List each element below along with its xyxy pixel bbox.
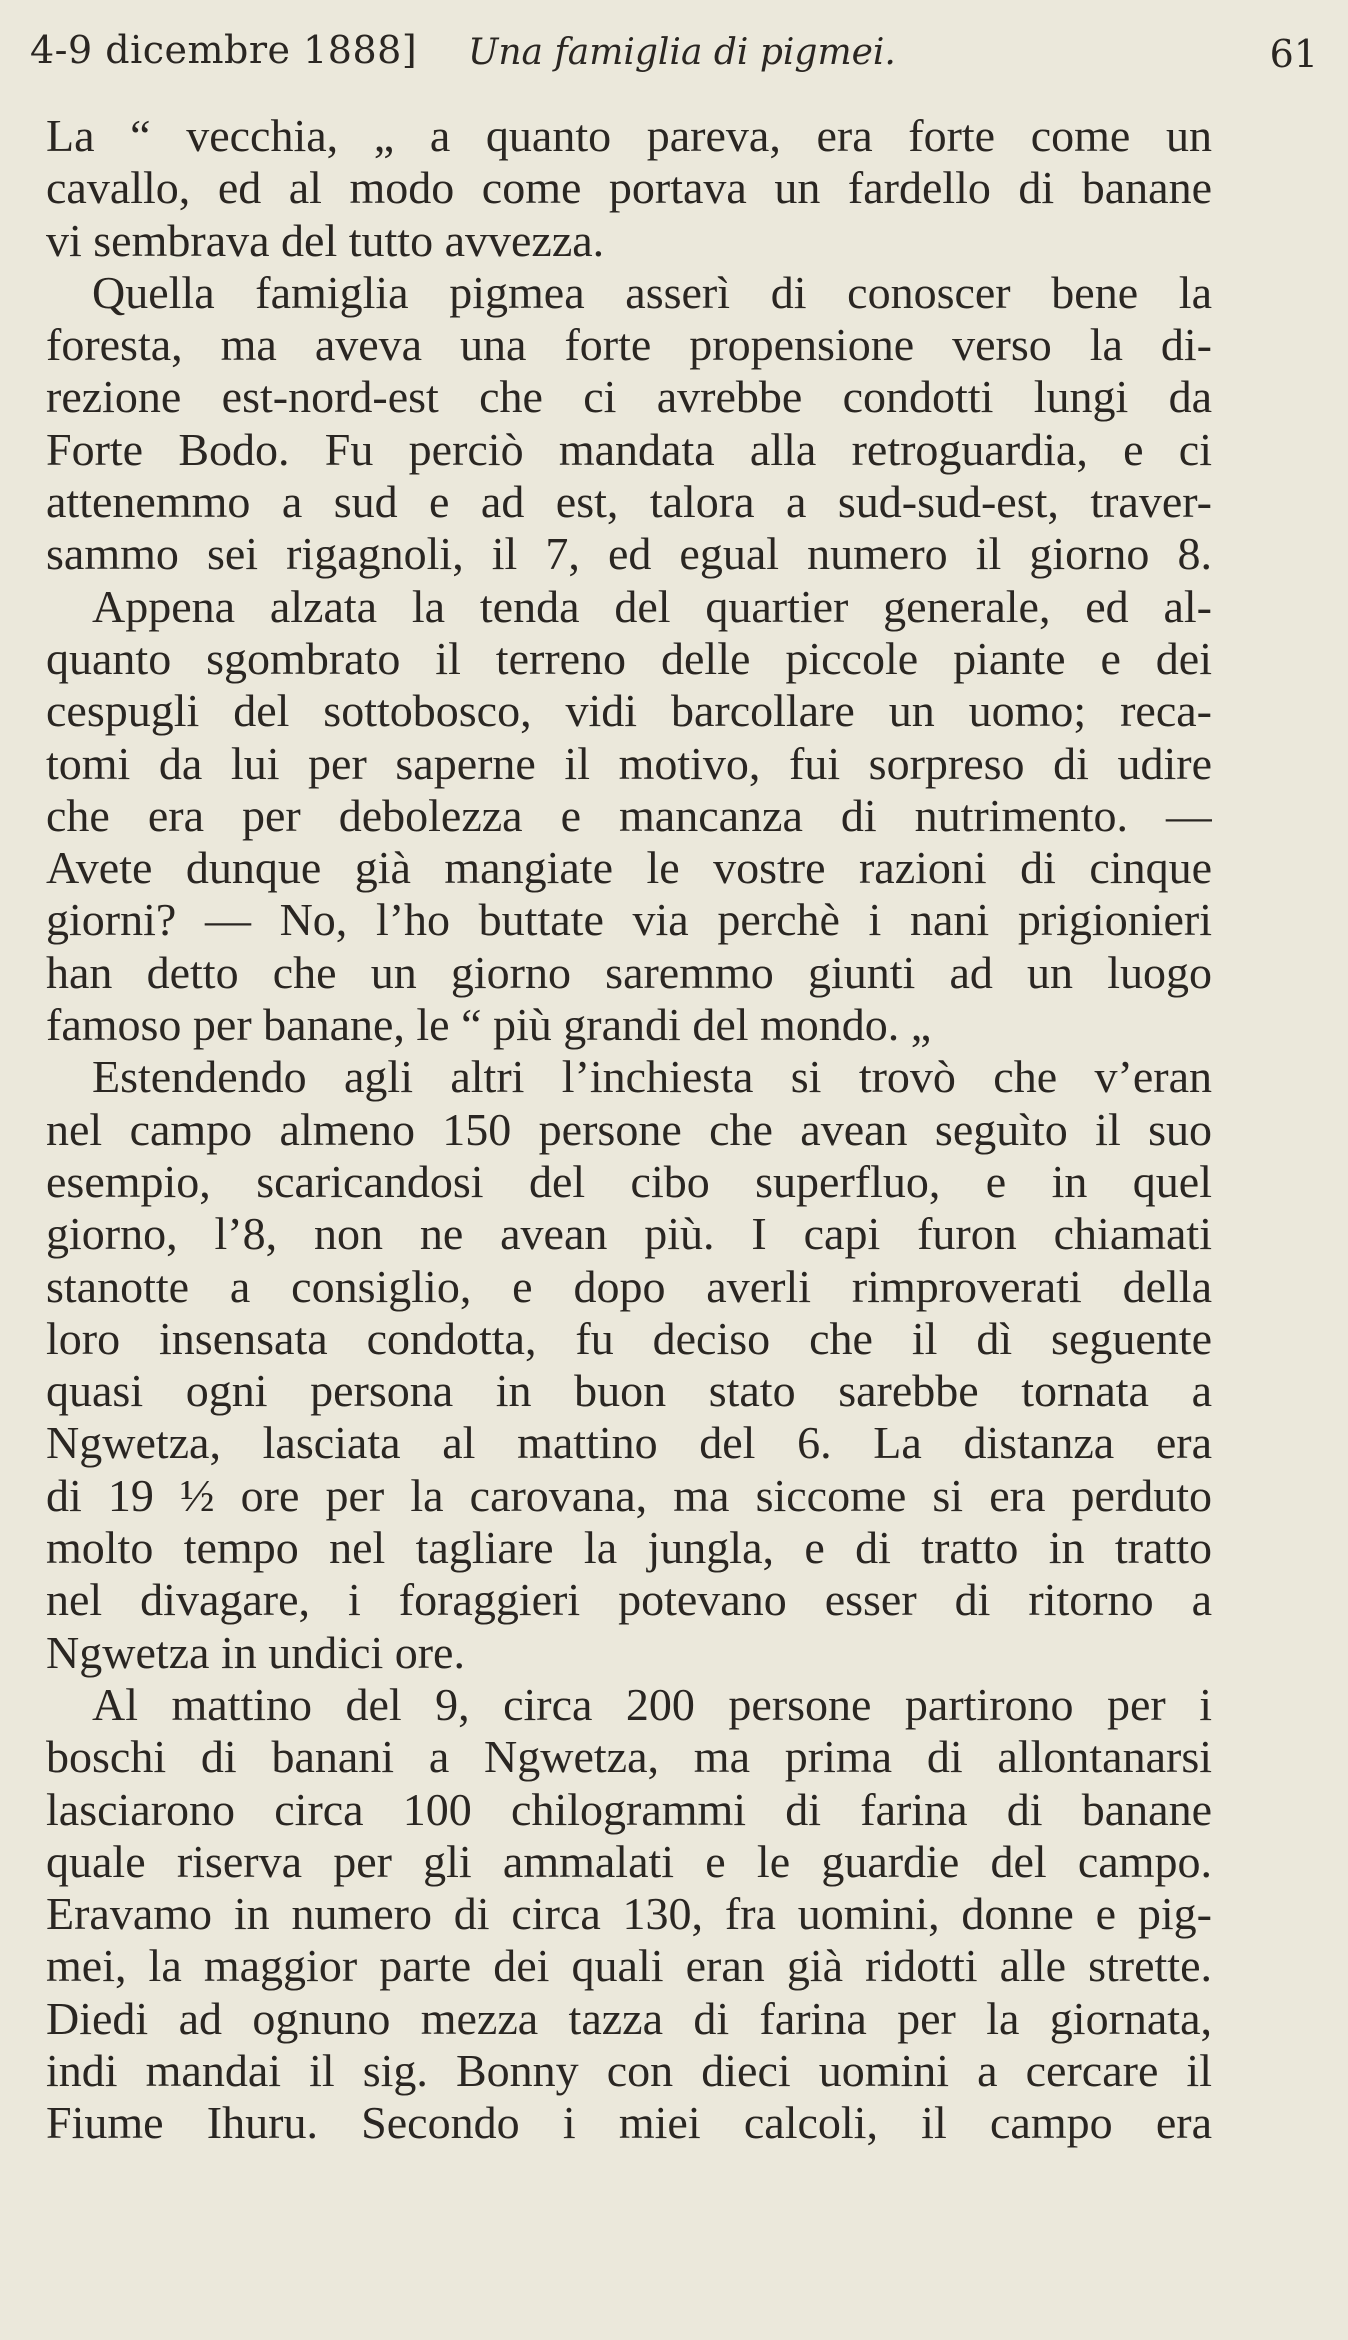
text-line: che era per debolezza e mancanza di nutrimento. — — [46, 789, 1212, 841]
text-line: nel divagare, i foraggieri potevano esser di ritorno a — [46, 1574, 1212, 1626]
text-line: rezione est-nord-est che ci avrebbe condotti lungi da — [46, 371, 1212, 423]
text-line: vi sembrava del tutto avvezza. — [46, 214, 605, 266]
text-line: nel campo almeno 150 persone che avean seguìto il suo — [46, 1103, 1212, 1155]
text-line: quale riserva per gli ammalati e le guardie del campo. — [46, 1835, 1212, 1887]
text-line: mei, la maggior parte dei quali eran già ridotti alle strette. — [46, 1940, 1212, 1992]
text-line: Fiume Ihuru. Secondo i miei calcoli, il campo era — [46, 2097, 1212, 2149]
text-line: lasciarono circa 100 chilogrammi di farina di banane — [46, 1783, 1212, 1835]
text-line: La “ vecchia, „ a quanto pareva, era forte come un — [46, 110, 1212, 161]
text-line: tomi da lui per saperne il motivo, fui sorpreso di udire — [46, 737, 1212, 789]
text-line: foresta, ma aveva una forte propensione verso la di- — [46, 319, 1212, 371]
text-line: loro insensata condotta, fu deciso che il dì seguente — [46, 1312, 1212, 1364]
text-line: cespugli del sottobosco, vidi barcollare un uomo; reca- — [46, 685, 1212, 737]
text-line: Al mattino del 9, circa 200 persone partirono per i — [92, 1678, 1212, 1730]
text-line: quanto sgombrato il terreno delle piccole piante e dei — [46, 632, 1212, 684]
text-line: Estendendo agli altri l’inchiesta si trovò che v’eran — [92, 1051, 1212, 1103]
header-chapter-title: Una famiglia di pigmei. — [468, 32, 896, 73]
text-line: cavallo, ed al modo come portava un fardello di banane — [46, 162, 1212, 214]
text-line: Appena alzata la tenda del quartier generale, ed al- — [92, 580, 1212, 632]
text-line: Ngwetza, lasciata al mattino del 6. La distanza era — [46, 1417, 1212, 1469]
text-line: Diedi ad ognuno mezza tazza di farina per la giornata, — [46, 1992, 1212, 2044]
text-line: Forte Bodo. Fu perciò mandata alla retroguardia, e ci — [46, 423, 1212, 475]
text-line: boschi di banani a Ngwetza, ma prima di allontanarsi — [46, 1731, 1212, 1783]
text-line: esempio, scaricandosi del cibo superfluo, e in quel — [46, 1155, 1212, 1207]
running-header — [30, 28, 1318, 88]
page-number: 61 — [1269, 32, 1318, 76]
body-text — [46, 110, 1212, 2150]
text-line: Eravamo in numero di circa 130, fra uomini, donne e pig- — [46, 1888, 1212, 1940]
text-line: han detto che un giorno saremmo giunti ad un luogo — [46, 946, 1212, 998]
header-date-range: 4-9 dicembre 1888] — [30, 28, 418, 72]
text-line: Ngwetza in undici ore. — [46, 1626, 465, 1678]
text-line: attenemmo a sud e ad est, talora a sud-sud-est, traver- — [46, 476, 1212, 528]
text-line: stanotte a consiglio, e dopo averli rimproverati della — [46, 1260, 1212, 1312]
text-line: indi mandai il sig. Bonny con dieci uomini a cercare il — [46, 2044, 1212, 2096]
text-line: Avete dunque già mangiate le vostre razioni di cinque — [46, 842, 1212, 894]
text-line: giorni? — No, l’ho buttate via perchè i nani prigionieri — [46, 894, 1212, 946]
text-line: quasi ogni persona in buon stato sarebbe tornata a — [46, 1365, 1212, 1417]
text-line: molto tempo nel tagliare la jungla, e di tratto in tratto — [46, 1522, 1212, 1574]
text-line: Quella famiglia pigmea asserì di conoscer bene la — [92, 266, 1212, 318]
text-line: di 19 ½ ore per la carovana, ma siccome si era perduto — [46, 1469, 1212, 1521]
text-line: giorno, l’8, non ne avean più. I capi furon chiamati — [46, 1208, 1212, 1260]
text-line: sammo sei rigagnoli, il 7, ed egual numero il giorno 8. — [46, 528, 1212, 580]
text-line: famoso per banane, le “ più grandi del mondo. „ — [46, 999, 932, 1051]
